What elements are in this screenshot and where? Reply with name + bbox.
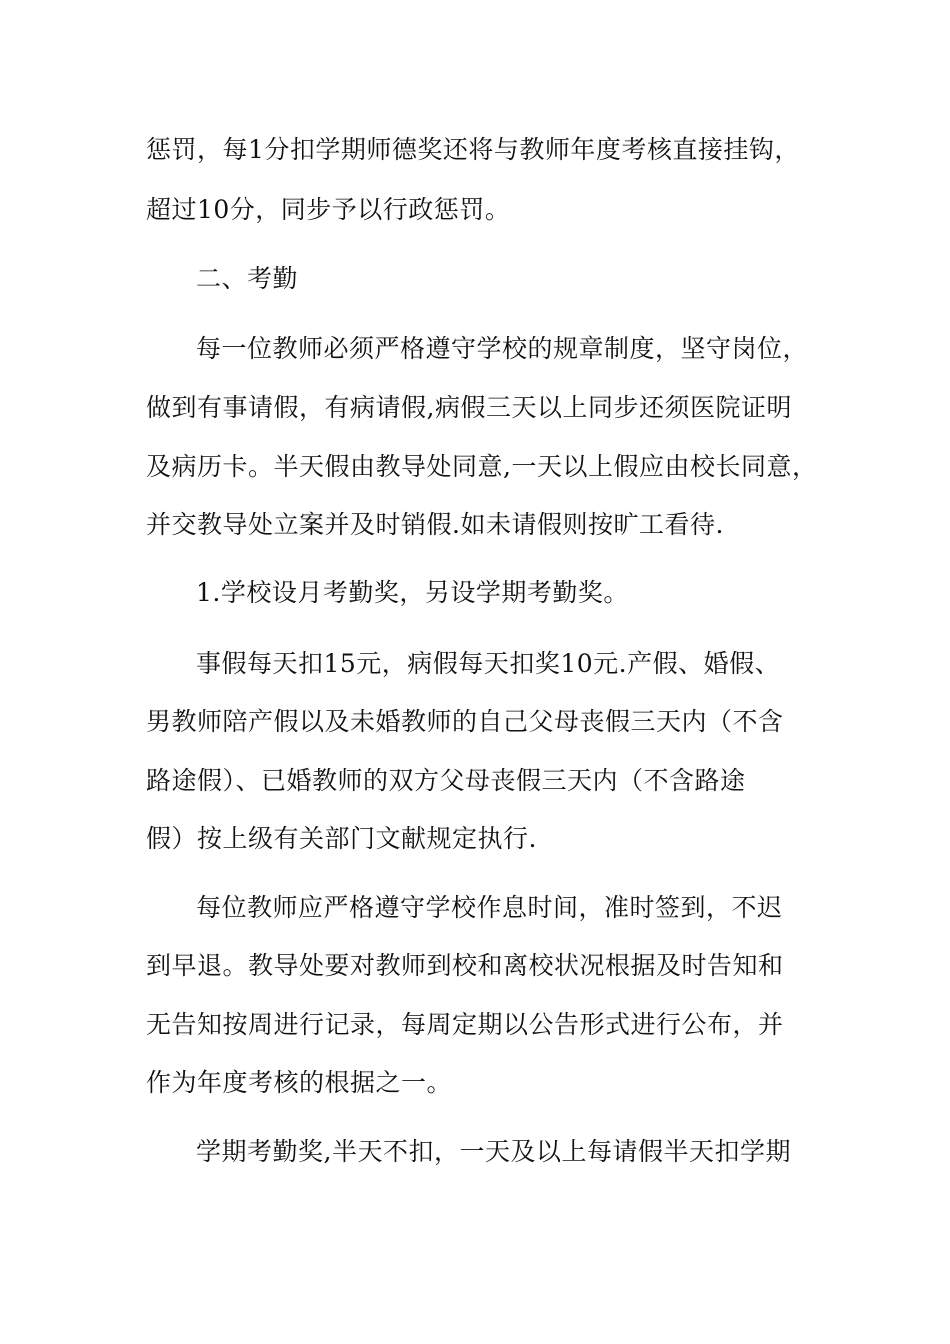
text-line: 1.学校设月考勤奖，另设学期考勤奖。 <box>196 578 629 607</box>
text-line: 假）按上级有关部门文献规定执行. <box>146 824 537 853</box>
text-line: 惩罚，每1分扣学期师德奖还将与教师年度考核直接挂钩， <box>146 135 800 164</box>
text-line: 并交教导处立案并及时销假.如未请假则按旷工看待. <box>146 510 724 539</box>
text-line: 每一位教师必须严格遵守学校的规章制度，坚守岗位， <box>196 334 809 363</box>
text-line: 学期考勤奖,半天不扣，一天及以上每请假半天扣学期 <box>196 1137 791 1166</box>
section-heading: 二、考勤 <box>196 264 299 293</box>
text-line: 路途假）、已婚教师的双方父母丧假三天内（不含路途 <box>146 766 746 795</box>
text-line: 到早退。教导处要对教师到校和离校状况根据及时告知和 <box>146 951 784 980</box>
text-line: 超过10分，同步予以行政惩罚。 <box>146 195 511 224</box>
text-line: 每位教师应严格遵守学校作息时间，准时签到，不迟 <box>196 893 783 922</box>
text-line: 做到有事请假，有病请假,病假三天以上同步还须医院证明 <box>146 393 792 422</box>
text-line: 无告知按周进行记录，每周定期以公告形式进行公布，并 <box>146 1010 784 1039</box>
text-line: 男教师陪产假以及未婚教师的自己父母丧假三天内（不含 <box>146 707 784 736</box>
text-line: 作为年度考核的根据之一。 <box>146 1068 453 1097</box>
text-line: 及病历卡。半天假由教导处同意,一天以上假应由校长同意， <box>146 452 818 481</box>
text-line: 事假每天扣15元，病假每天扣奖10元.产假、婚假、 <box>196 649 781 678</box>
